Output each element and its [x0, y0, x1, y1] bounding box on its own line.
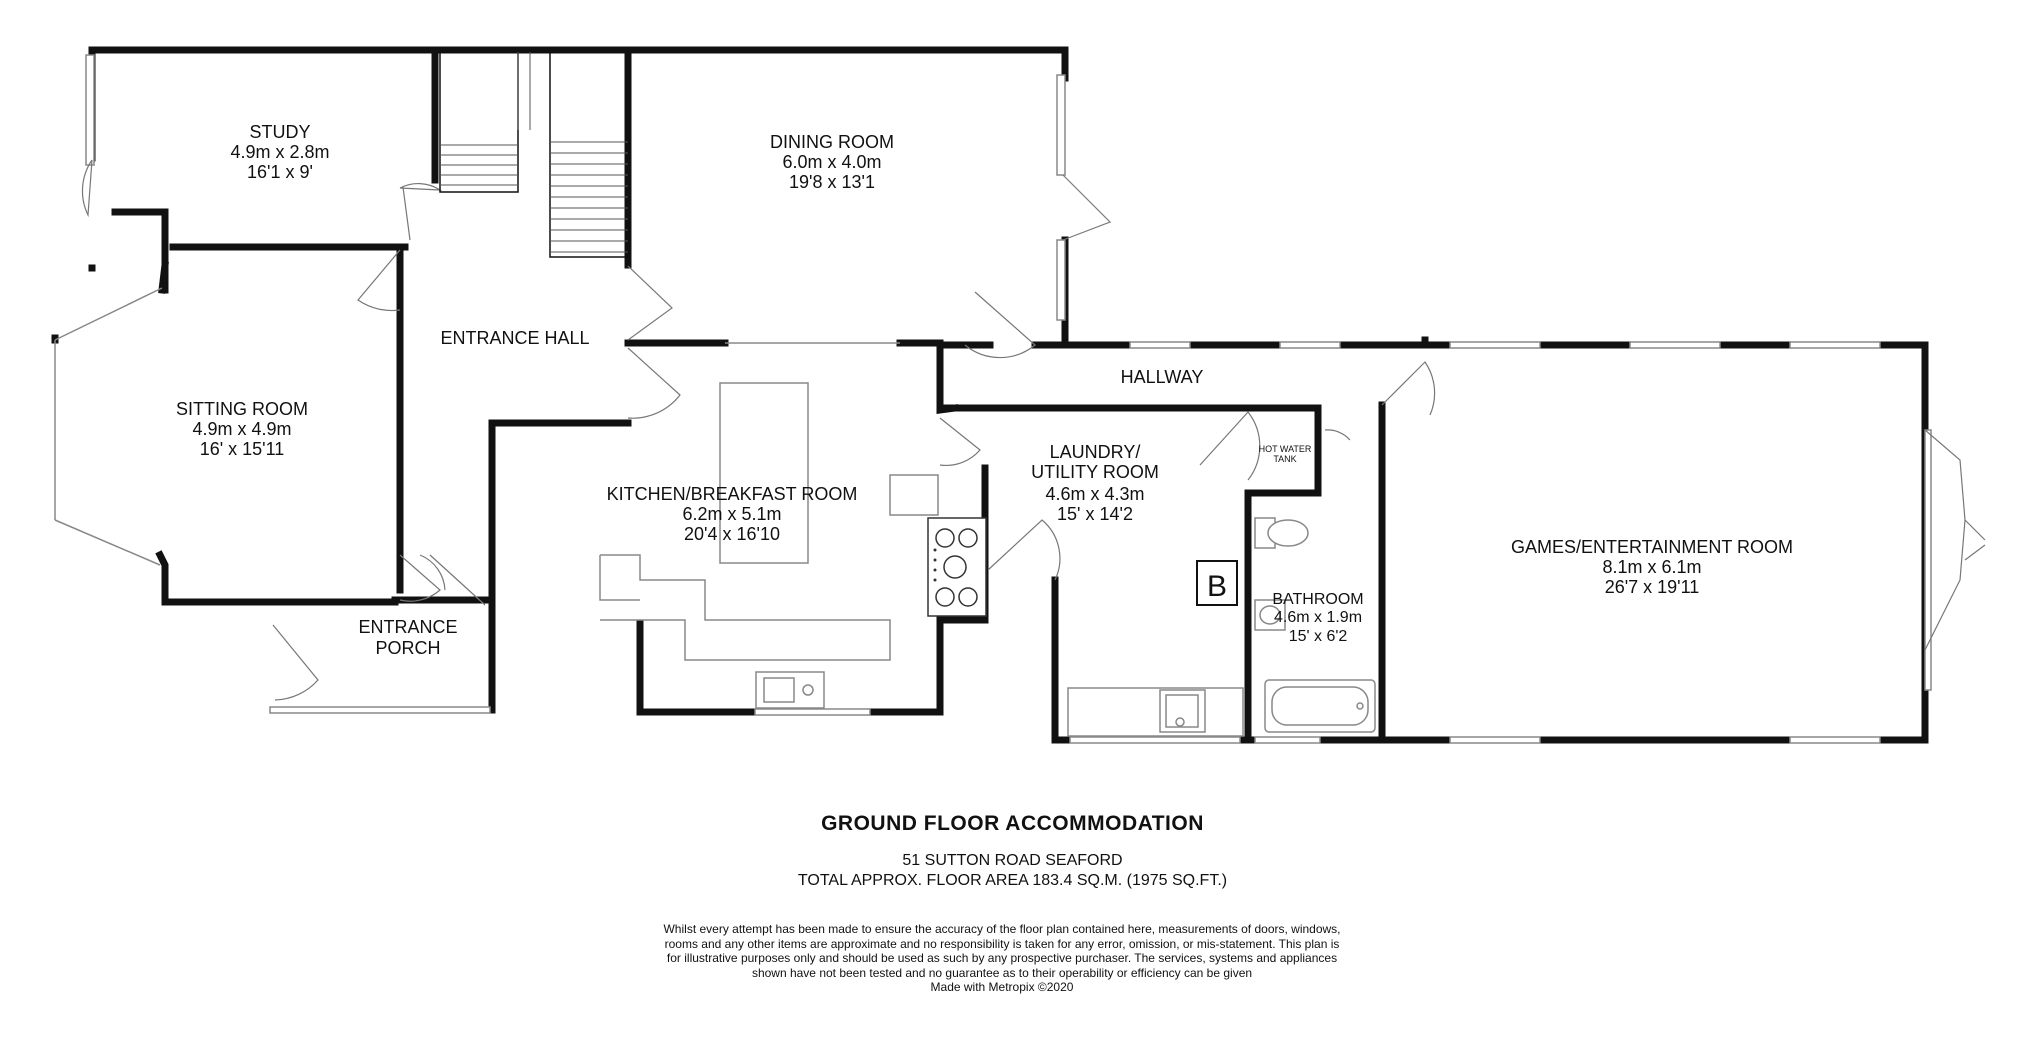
hallway-label: HALLWAY	[1120, 367, 1204, 387]
floor-area: TOTAL APPROX. FLOOR AREA 183.4 SQ.M. (1975 SQ.FT.)	[797, 872, 1228, 889]
laundry-metric: 4.6m x 4.3m	[1045, 484, 1145, 504]
bathroom-metric: 4.6m x 1.9m	[1273, 609, 1363, 626]
kitchen-metric: 6.2m x 5.1m	[682, 504, 782, 524]
games-bay-doors	[1925, 430, 1985, 650]
porch-label-1: ENTRANCE	[358, 617, 458, 637]
dining-label: DINING ROOM	[770, 132, 894, 152]
hot-water-tank-label-2: TANK	[1273, 454, 1297, 464]
bathroom-label: BATHROOM	[1272, 591, 1364, 608]
staircase	[440, 52, 628, 257]
dining-metric: 6.0m x 4.0m	[782, 152, 882, 172]
plan-title: GROUND FLOOR ACCOMMODATION	[821, 812, 1204, 835]
bathroom-imperial: 15' x 6'2	[1288, 628, 1348, 645]
metropix-credit: Made with Metropix ©2020	[930, 980, 1074, 994]
kitchen-label: KITCHEN/BREAKFAST ROOM	[606, 484, 858, 504]
laundry-label-2: UTILITY ROOM	[1031, 462, 1159, 482]
disclaimer-block	[662, 922, 1342, 995]
porch-label-2: PORCH	[375, 638, 441, 658]
property-address: 51 SUTTON ROAD SEAFORD	[902, 852, 1123, 869]
sitting-label: SITTING ROOM	[176, 399, 308, 419]
games-imperial: 26'7 x 19'11	[1604, 577, 1700, 597]
laundry-imperial: 15' x 14'2	[1057, 504, 1133, 524]
study-label: STUDY	[249, 122, 311, 142]
sitting-bay-window	[55, 265, 165, 565]
games-label: GAMES/ENTERTAINMENT ROOM	[1510, 537, 1794, 557]
study-outer	[86, 55, 94, 165]
kitchen-fixtures	[600, 343, 986, 708]
study-imperial: 16'1 x 9'	[247, 162, 313, 182]
study-metric: 4.9m x 2.8m	[230, 142, 330, 162]
dining-imperial: 19'8 x 13'1	[789, 172, 875, 192]
games-metric: 8.1m x 6.1m	[1602, 557, 1702, 577]
kitchen-imperial: 20'4 x 16'10	[684, 524, 780, 544]
boiler-symbol: B	[1206, 570, 1228, 603]
entrance-hall-label: ENTRANCE HALL	[440, 328, 590, 348]
sitting-metric: 4.9m x 4.9m	[192, 419, 292, 439]
disclaimer-text: Whilst every attempt has been made to ensure the accuracy of the floor plan contained here, measurements of doors, windows, rooms and any other items are approximate and no responsibility is taken for any error, omission, or mis-statement. This plan is for illustrative purposes only and should be used as such by any prospective purchaser. The services, systems and appliances shown have not been tested and no guarantee as to their operability or efficiency can be given	[663, 922, 1341, 980]
laundry-label-1: LAUNDRY/	[1049, 442, 1141, 462]
sitting-imperial: 16' x 15'11	[199, 439, 285, 459]
walls	[55, 50, 1925, 740]
hot-water-tank-label-1: HOT WATER	[1258, 444, 1312, 454]
